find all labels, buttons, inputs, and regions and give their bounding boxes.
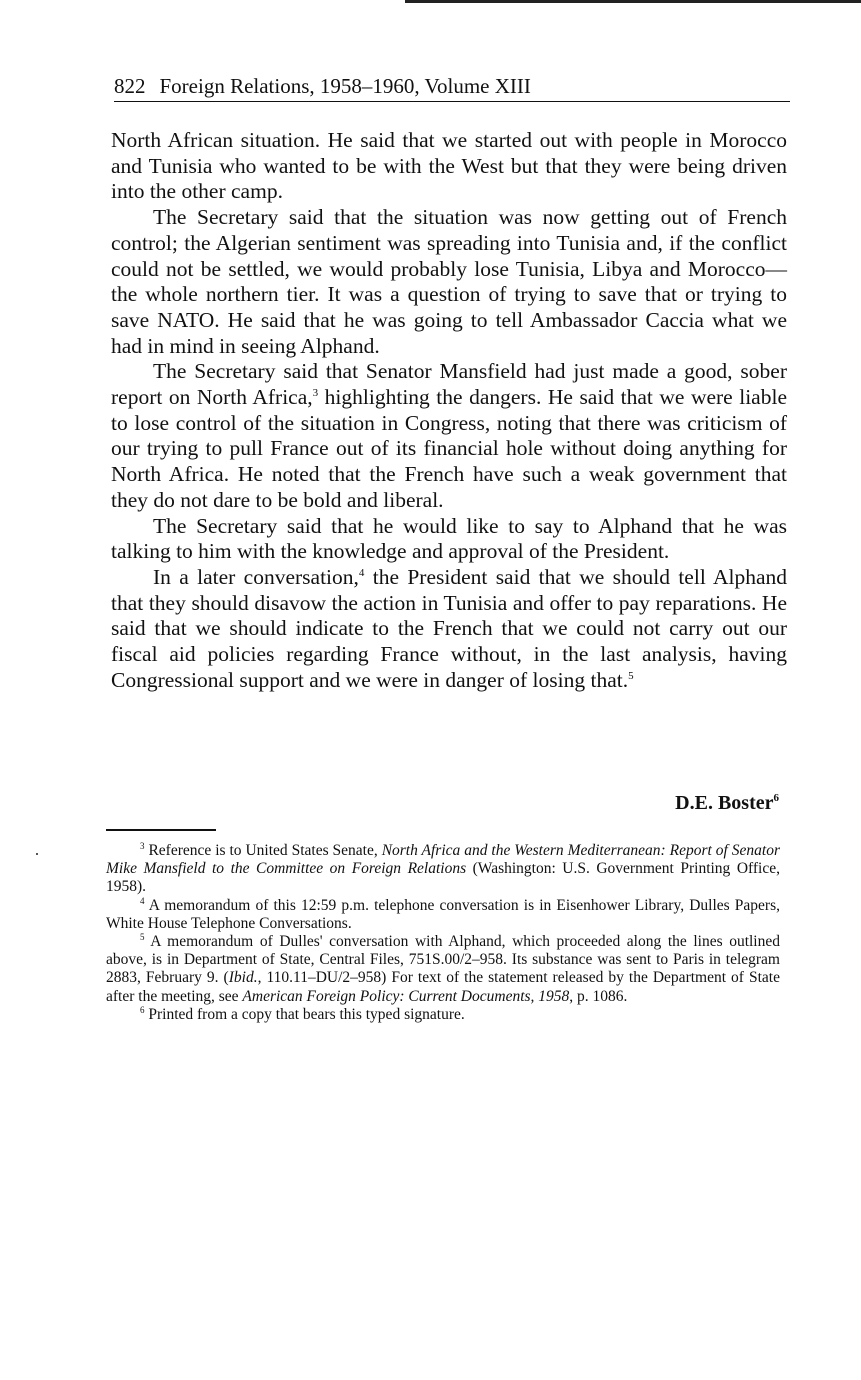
running-head	[114, 72, 790, 102]
footnote-6-number: 6	[140, 1004, 145, 1015]
footnote-5-ibid: Ibid.	[228, 969, 258, 987]
footnote-3-title: North Africa and the Western Mediterranean: Report of Senator Mike Mansfield to the Committee on Foreign Relations	[106, 842, 780, 878]
footnote-5-text-a: A memorandum of Dulles' conversation with Alphand, which proceeded along the lines outlined above, is in Department of State, Central Files, 751S.00/2–958. Its substance was sent to Paris in telegram 2883, February 9. (	[106, 933, 780, 987]
top-edge-rule	[405, 0, 861, 3]
footnote-3	[106, 842, 780, 897]
footnote-ref-6[interactable]: 6	[773, 792, 779, 804]
signature	[675, 792, 779, 815]
footnote-5	[106, 933, 780, 1006]
footnote-5-text-c: , p. 1086.	[569, 987, 628, 1005]
footnote-3-text-a: Reference is to United States Senate,	[144, 842, 382, 859]
paragraph-4: The Secretary said that he would like to say to Alphand that he was talking to him with the knowledge and approval of the President.	[111, 513, 787, 564]
paragraph-5-text-a: In a later conversation,	[153, 564, 359, 589]
paragraph-3-text-a: The Secretary said that Senator Mansfield had just made a good, sober report on North Africa,	[111, 359, 787, 410]
footnote-3-number: 3	[140, 841, 145, 851]
paragraph-3-text-b: highlighting the dangers. He said that we were liable to lose control of the situation in Congress, noting that there was criticism of our trying to pull France out of its financial hole without doing anything for North Africa. He noted that the French have such a weak government that they do not dare to be bold and liberal.	[111, 385, 787, 512]
footnote-5-number: 5	[140, 932, 145, 943]
footnote-3-text-b: (Washington: U.S. Government Printing Office, 1958).	[106, 860, 780, 896]
paragraph-2: The Secretary said that the situation was now getting out of French control; the Algerian sentiment was spreading into Tunisia and, if the conflict could not be settled, we would probably lose Tunisia, Libya and Morocco—the whole northern tier. It was a question of trying to save that or trying to save NATO. He said that he was going to tell Ambassador Caccia what we had in mind in seeing Alphand.	[111, 205, 787, 358]
footnote-ref-4[interactable]: 4	[358, 566, 365, 579]
footnote-ref-3[interactable]: 3	[312, 387, 319, 400]
paragraph-5	[111, 565, 787, 694]
footnote-4-number: 4	[140, 895, 145, 906]
footnote-6-text: Printed from a copy that bears this typed signature.	[144, 1005, 465, 1023]
stray-mark	[36, 853, 38, 855]
signature-name: D.E. Boster	[675, 792, 774, 814]
page-number: 822	[114, 74, 146, 98]
footnote-5-title: American Foreign Policy: Current Documents, 1958	[242, 987, 570, 1005]
footnotes	[106, 842, 780, 1024]
footnote-rule	[106, 829, 216, 831]
footnote-6	[106, 1006, 780, 1024]
paragraph-1: North African situation. He said that we started out with people in Morocco and Tunisia who wanted to be with the West but that they were being driven into the other camp.	[111, 128, 787, 204]
footnote-5-text-b: , 110.11–DU/2–958) For text of the statement released by the Department of State after the meeting, see	[106, 969, 780, 1005]
footnote-4-text: A memorandum of this 12:59 p.m. telephone conversation is in Eisenhower Library, Dulles Papers, White House Telephone Conversations.	[106, 896, 780, 932]
footnote-4	[106, 897, 780, 933]
paragraph-3	[111, 359, 787, 513]
paragraph-5-text-b: the President said that we should tell Alphand that they should disavow the action in Tunisia and offer to pay reparations. He said that we should indicate to the French that we could not carry out our fiscal aid policies regarding France without, in the last analysis, having Congressional support and we were in danger of losing that.	[111, 564, 787, 692]
body-text	[111, 128, 787, 693]
footnote-ref-5[interactable]: 5	[628, 669, 634, 682]
volume-title: Foreign Relations, 1958–1960, Volume XIII	[159, 74, 531, 98]
